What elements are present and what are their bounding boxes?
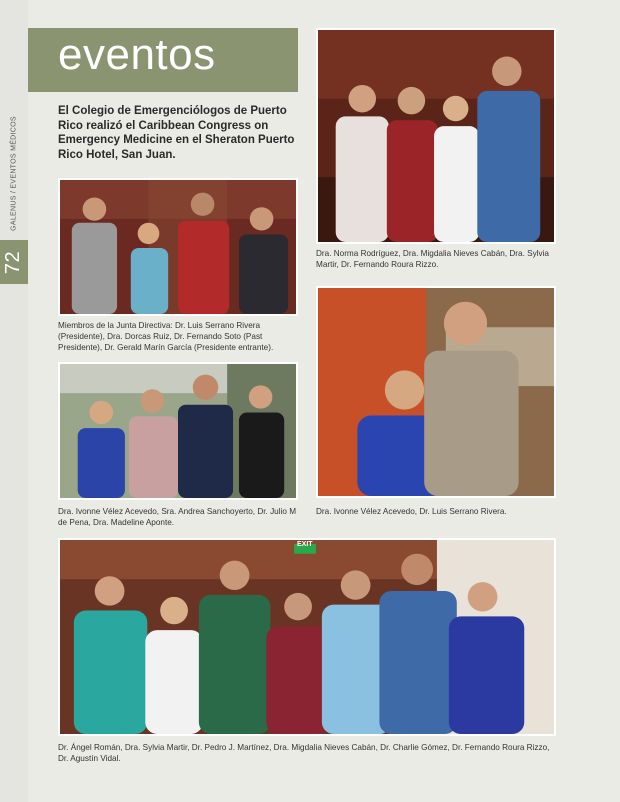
page-title: eventos [58, 30, 216, 79]
caption-group-velez: Dra. Ivonne Vélez Acevedo, Sra. Andrea Sanchoyerto, Dr. Julio M de Pena, Dra. Madeline Aponte. [58, 507, 297, 527]
title-bar [28, 28, 298, 92]
photo-group-velez [58, 362, 298, 500]
page-number-box [0, 240, 28, 284]
photo-pair [316, 286, 556, 498]
page-number: 72 [2, 250, 25, 274]
intro-text: El Colegio de Emergenciólogos de Puerto Rico realizó el Caribbean Congress on Emergency Medicine en el Sheraton Puerto Rico Hotel, San Juan. [58, 105, 295, 161]
caption-pair: Dra. Ivonne Vélez Acevedo, Dr. Luis Serrano Rivera. [316, 507, 507, 516]
photo-group-seven [58, 538, 556, 736]
exit-sign-text: EXIT [297, 541, 313, 548]
caption-junta-directiva: Miembros de la Junta Directiva: Dr. Luis Serrano Rivera (Presidente), Dra. Dorcas Ruiz, Dr. Fernando Soto (Past Presidente), Dr. Gerald Marín García (Presidente entrante). [58, 321, 274, 352]
photo-junta-directiva [58, 178, 298, 316]
caption-group-four: Dra. Norma Rodríguez, Dra. Migdalia Nieves Cabán, Dra. Sylvia Martir, Dr. Fernando Roura Rizzo. [316, 249, 549, 269]
photo-group-four [316, 28, 556, 244]
caption-group-seven: Dr. Ángel Román, Dra. Sylvia Martir, Dr. Pedro J. Martínez, Dra. Migdalia Nieves Cabán, Dr. Charlie Gómez, Dr. Fernando Roura Rizzo, Dr. Agustín Vidal. [58, 743, 550, 763]
section-label: GALENUS / EVENTOS MÉDICOS [10, 116, 18, 231]
